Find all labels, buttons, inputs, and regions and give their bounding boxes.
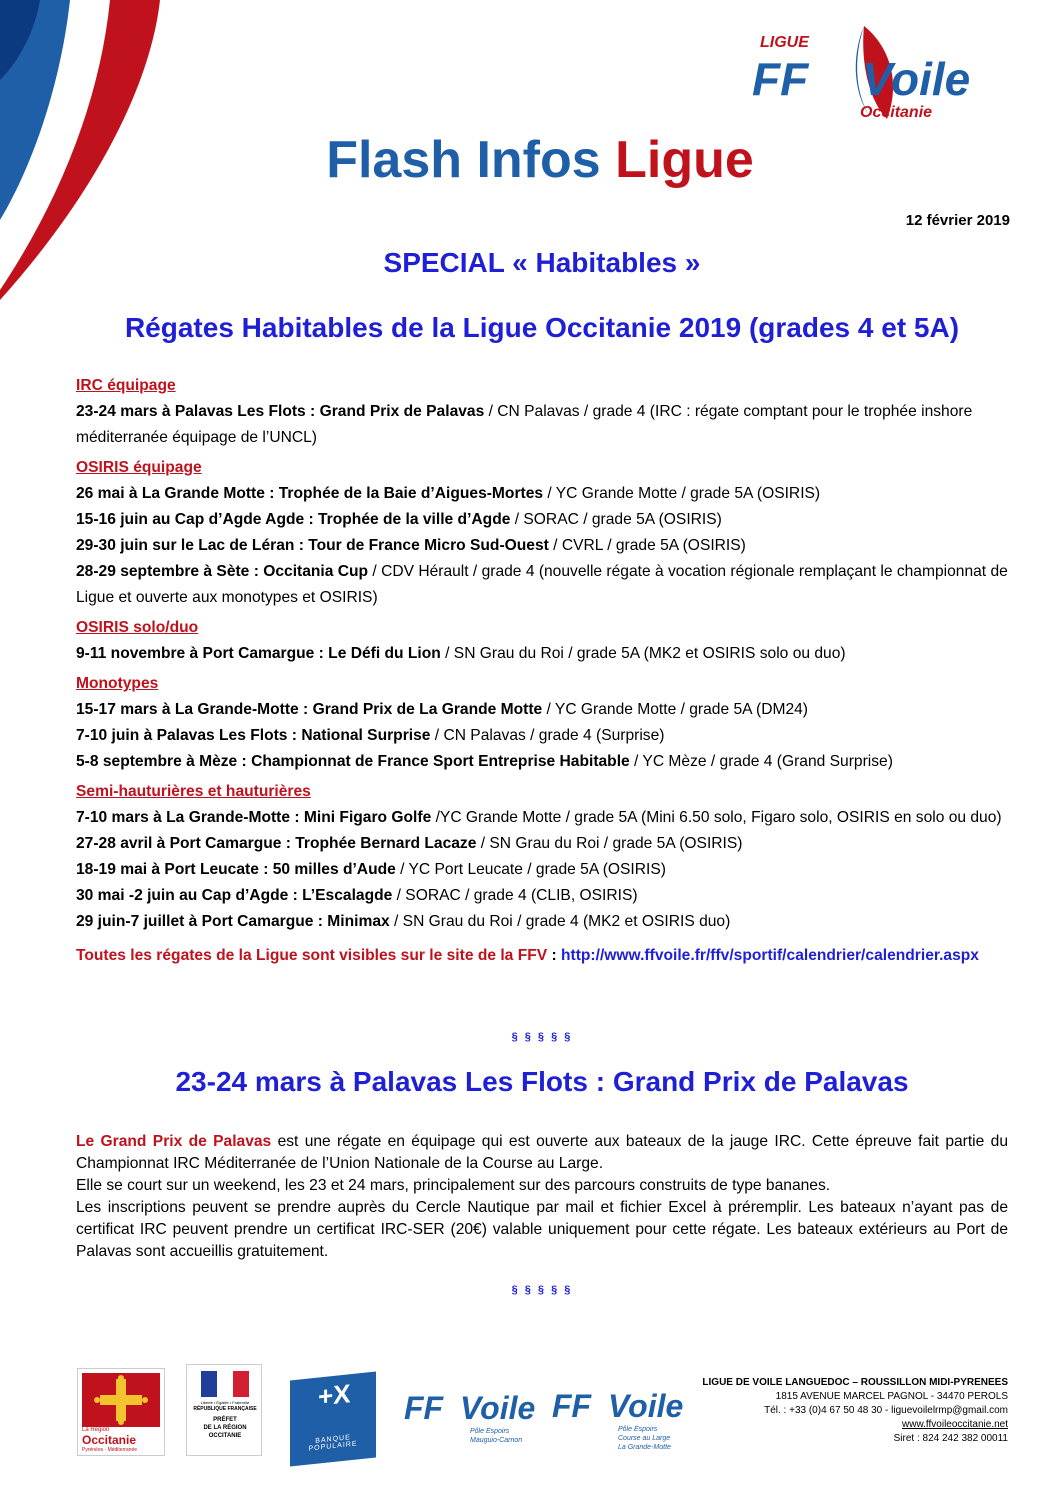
event-title: 29-30 juin sur le Lac de Léran : Tour de France Micro Sud-Ouest [76,537,549,554]
event-item [76,481,1008,507]
org-address: 1815 AVENUE MARCEL PAGNOL - 34470 PEROLS [775,1391,1008,1402]
event-title: 5-8 septembre à Mèze : Championnat de France Sport Entreprise Habitable [76,753,630,770]
prefet-line-3: OCCITANIE [208,1433,242,1439]
event-item [76,805,1008,831]
event-item [76,909,1008,935]
org-tel: Tél. : +33 (0)4 67 50 48 30 - liguevoilelrmp@gmail.com [764,1405,1008,1416]
event-item [76,697,1008,723]
event-details: / CDV Hérault / grade 4 (nouvelle régate à vocation régionale remplaçant le championnat de Ligue et ouverte aux monotypes et OSIRIS) [76,563,1008,606]
banque-populaire-logo [290,1371,376,1466]
event-details: / CVRL / grade 5A (OSIRIS) [548,537,746,554]
event-item [76,533,1008,559]
pole2-sub1: Pôle Espoirs [618,1426,658,1433]
event-item [76,857,1008,883]
gp-lead: Le Grand Prix de Palavas [76,1133,272,1150]
pole-espoirs-mauguio-logo [404,1382,544,1452]
ffv-notice-text: Toutes les régates de la Ligue sont visibles sur le site de la FFV [76,947,548,964]
prefet-rep: RÉPUBLIQUE FRANÇAISE [193,1406,257,1412]
logo-ligue-text: LIGUE [760,34,809,51]
logo-region-text: Occitanie [860,104,933,121]
event-item [76,831,1008,857]
event-details: / SORAC / grade 5A (OSIRIS) [510,511,722,528]
org-website[interactable]: www.ffvoileoccitanie.net [902,1419,1008,1430]
gp-p1: est une régate en équipage qui est ouverte aux bateaux de la jauge IRC. Cette épreuve fait partie du Championnat IRC Méditerranée de l’Union Nationale de la Course au Large. [76,1133,1008,1172]
section-heading: IRC équipage [76,377,176,394]
special-heading: SPECIAL « Habitables » [383,247,701,278]
event-details: / YC Grande Motte / grade 5A (OSIRIS) [543,485,821,502]
event-item [76,723,1008,749]
pole1-ff: FF [404,1390,444,1426]
pole2-sub2: Course au Large [618,1435,671,1442]
event-details: / SN Grau du Roi / grade 5A (MK2 et OSIRIS solo ou duo) [440,645,846,662]
bp-name: BANQUE POPULAIRE [308,1434,358,1453]
prefet-line-2: DE LA RÉGION [203,1425,247,1431]
event-item [76,883,1008,909]
event-details: / YC Grande Motte / grade 5A (DM24) [542,701,808,718]
event-title: 7-10 juin à Palavas Les Flots : National Surprise [76,727,431,744]
event-title: 23-24 mars à Palavas Les Flots : Grand Prix de Palavas [76,403,485,420]
event-item [76,507,1008,533]
event-title: 18-19 mai à Port Leucate : 50 milles d’Aude [76,861,396,878]
section-separator-2: § § § § § [511,1284,573,1296]
event-title: 30 mai -2 juin au Cap d’Agde : L’Escalagde [76,887,393,904]
event-details: / SN Grau du Roi / grade 4 (MK2 et OSIRIS duo) [389,913,731,930]
pole-espoirs-course-large-logo [552,1382,692,1458]
section-heading: OSIRIS équipage [76,459,202,476]
ffv-calendar-link[interactable]: http://www.ffvoile.fr/ffv/sportif/calendrier/calendrier.aspx [561,947,979,964]
prefet-motto: Liberté • Égalité • Fraternité [200,1400,250,1405]
section-heading: OSIRIS solo/duo [76,619,199,636]
occitanie-name: Occitanie [82,1433,137,1447]
event-title: 15-16 juin au Cap d’Agde Agde : Trophée de la ville d’Agde [76,511,511,528]
event-details: / CN Palavas / grade 4 (Surprise) [430,727,665,744]
section-separator: § § § § § [511,1031,573,1043]
event-item [76,399,1008,451]
event-details: / SORAC / grade 4 (CLIB, OSIRIS) [392,887,638,904]
section-heading: Monotypes [76,675,159,692]
pole1-sub1: Pôle Espoirs [470,1428,510,1435]
pole1-voile: Voile [460,1390,536,1426]
gp-paragraph-2: Elle se court sur un weekend, les 23 et 24 mars, principalement sur des parcours construits de type bananes. [76,1177,831,1194]
org-name: LIGUE DE VOILE LANGUEDOC – ROUSSILLON MIDI-PYRENEES [702,1377,1008,1388]
event-title: 15-17 mars à La Grande-Motte : Grand Prix de La Grande Motte [76,701,543,718]
event-details: / SN Grau du Roi / grade 5A (OSIRIS) [476,835,743,852]
event-item [76,641,1008,667]
french-flag-icon [201,1371,249,1397]
event-details: / YC Mèze / grade 4 (Grand Surprise) [629,753,893,770]
ffv-notice [76,943,1008,969]
pole2-sub3: La Grande-Motte [618,1444,671,1451]
occitanie-region-logo [77,1368,165,1456]
footer-address [702,1376,1008,1446]
title-part-1: Flash Infos [326,131,601,189]
grand-prix-heading: 23-24 mars à Palavas Les Flots : Grand Prix de Palavas [175,1066,909,1097]
section-heading: Semi-hauturières et hauturières [76,783,311,800]
event-title: 26 mai à La Grande Motte : Trophée de la Baie d’Aigues-Mortes [76,485,544,502]
logo-voile-text: Voile [862,53,971,105]
event-title: 29 juin-7 juillet à Port Camargue : Minimax [76,913,390,930]
ffv-notice-sep: : [547,947,561,964]
gp-paragraph-3: Les inscriptions peuvent se prendre auprès du Cercle Nautique par mail et fichier Excel à préremplir. Les bateaux n’ayant pas de certificat IRC peuvent prendre un certificat IRC-SER (20€) valable uniquement pour cette régate. Les bateaux extérieurs au Port de Palavas sont accueillis gratuitement. [76,1199,1008,1260]
pole2-voile: Voile [608,1388,684,1424]
gp-paragraph-1 [76,1131,1008,1175]
pole2-ff: FF [552,1388,592,1424]
page-title [0,130,1058,190]
event-title: 28-29 septembre à Sète : Occitania Cup [76,563,369,580]
prefet-region-logo [186,1364,262,1456]
occitanie-sub: Pyrénées · Méditerranée [82,1447,138,1453]
event-details: / YC Port Leucate / grade 5A (OSIRIS) [395,861,666,878]
occitanie-small: La Région [82,1427,110,1433]
grand-prix-description [76,1131,1008,1263]
event-title: 7-10 mars à La Grande-Motte : Mini Figaro Golfe [76,809,432,826]
event-item [76,559,1008,611]
logo-ff-text: FF [752,53,809,105]
regates-heading: Régates Habitables de la Ligue Occitanie 2019 (grades 4 et 5A) [124,312,960,343]
occitanie-cross-icon [82,1373,160,1427]
pole1-sub2: Mauguio-Carnon [470,1437,523,1444]
title-part-2: Ligue [615,131,754,189]
prefet-line-1: PRÉFET [213,1417,237,1423]
event-title: 27-28 avril à Port Camargue : Trophée Bernard Lacaze [76,835,477,852]
event-details: / CN Palavas / grade 4 (IRC : régate comptant pour le trophée inshore méditerranée équipage de l’UNCL) [76,403,973,446]
event-item [76,749,1008,775]
document-date: 12 février 2019 [905,212,1010,229]
sections-container [76,373,1008,935]
bp-plus-x-icon: +X [318,1378,351,1412]
event-details: /YC Grande Motte / grade 5A (Mini 6.50 solo, Figaro solo, OSIRIS en solo ou duo) [431,809,1002,826]
regates-list [76,373,1008,969]
org-siret: Siret : 824 242 382 00011 [893,1433,1008,1444]
ffvoile-occitanie-logo [752,24,977,129]
event-title: 9-11 novembre à Port Camargue : Le Défi du Lion [76,645,441,662]
